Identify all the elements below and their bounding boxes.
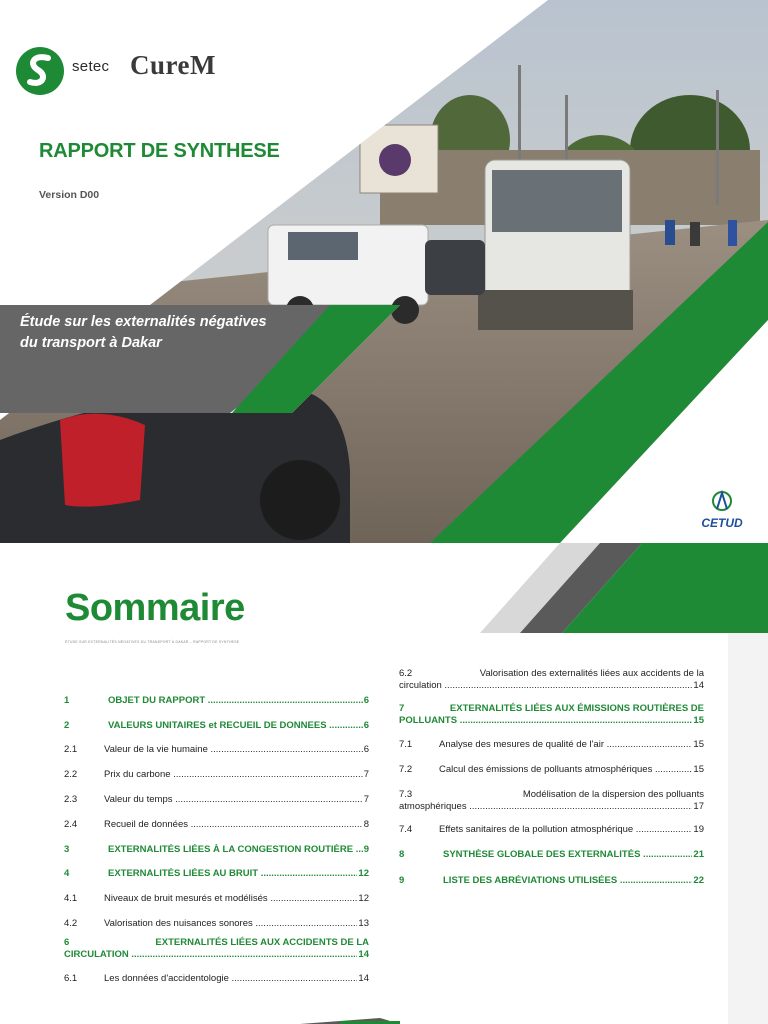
subtitle-line: Étude sur les externalités négatives [20, 314, 267, 330]
toc-entry[interactable]: 7.4 Effets sanitaires de la pollution atmosphérique ..... 19 [399, 824, 704, 836]
toc-entry[interactable]: 2.4 Recueil de données ..... 8 [64, 819, 369, 831]
toc-entry[interactable]: 2.2 Prix du carbone ..... 7 [64, 769, 369, 781]
toc-right-column [399, 668, 704, 887]
toc-entry[interactable]: 2 VALEURS UNITAIRES et RECUEIL DE DONNEES ..... 6 [64, 720, 369, 732]
cetud-emblem-icon [709, 489, 735, 513]
toc-entry[interactable]: 7 EXTERNALITÉS LIÉES AUX ÉMISSIONS ROUTIÈRES DE POLLUANTS ..... 15 [399, 703, 704, 727]
cetud-logo [692, 489, 752, 530]
toc-entry[interactable]: 4.1 Niveaux de bruit mesurés et modélisés ..... 12 [64, 893, 369, 905]
sommaire-header: ÉTUDE SUR EXTERNALITÉS NÉGATIVES DU TRANSPORT À DAKAR – RAPPORT DE SYNTHESE [65, 640, 240, 644]
toc-entry[interactable]: 4.2 Valorisation des nuisances sonores ..... 13 [64, 918, 369, 930]
toc-entry[interactable]: 3 EXTERNALITÉS LIÉES À LA CONGESTION ROUTIÈRE ..... 9 [64, 844, 369, 856]
toc-entry[interactable]: 4 EXTERNALITÉS LIÉES AU BRUIT ..... 12 [64, 868, 369, 880]
toc-entry[interactable]: 8 SYNTHÈSE GLOBALE DES EXTERNALITÉS ..... 21 [399, 849, 704, 861]
toc-entry[interactable]: 1 OBJET DU RAPPORT ..... 6 [64, 695, 369, 707]
version-label: Version D00 [39, 189, 100, 201]
sommaire-page [0, 543, 768, 1024]
toc-entry[interactable]: 7.2 Calcul des émissions de polluants atmosphériques ..... 15 [399, 764, 704, 776]
subtitle-line: du transport à Dakar [20, 335, 162, 351]
setec-logo-text: setec [72, 58, 110, 75]
toc-entry[interactable]: 6 EXTERNALITÉS LIÉES AUX ACCIDENTS DE LA CIRCULATION ..... 14 [64, 937, 369, 961]
toc-entry[interactable]: 6.1 Les données d'accidentologie ..... 14 [64, 973, 369, 985]
toc-entry[interactable]: 9 LISTE DES ABRÉVIATIONS UTILISÉES ..... 22 [399, 875, 704, 887]
sommaire-title: Sommaire [65, 587, 245, 629]
report-title: RAPPORT DE SYNTHESE [39, 140, 280, 162]
toc-entry[interactable]: 2.3 Valeur du temps ..... 7 [64, 794, 369, 806]
toc-entry[interactable]: 6.2 Valorisation des externalités liées aux accidents de la circulation ..... 14 [399, 668, 704, 692]
toc-entry[interactable]: 7.1 Analyse des mesures de qualité de l'air ..... 15 [399, 739, 704, 751]
curem-logo: CureM [130, 50, 216, 80]
toc-left-column [64, 695, 369, 985]
toc-entry[interactable]: 2.1 Valeur de la vie humaine ..... 6 [64, 744, 369, 756]
toc-entry[interactable]: 7.3 Modélisation de la dispersion des polluants atmosphériques ..... 17 [399, 789, 704, 813]
setec-logo-icon [14, 46, 66, 96]
report-subtitle [20, 312, 320, 354]
cetud-logo-text: CETUD [701, 516, 743, 530]
